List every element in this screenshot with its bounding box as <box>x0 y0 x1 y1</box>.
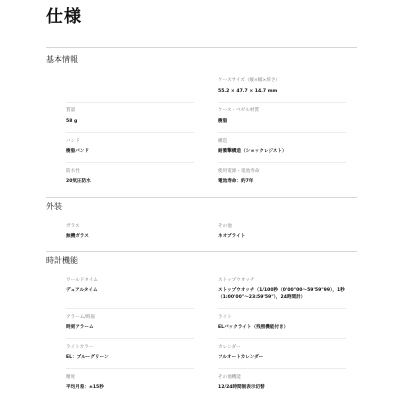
row-divider <box>66 102 194 103</box>
row-divider <box>66 338 194 339</box>
section-divider <box>46 251 357 252</box>
row-divider <box>218 132 346 133</box>
structure-label: 構造 <box>218 139 228 144</box>
case-material-label: ケース・ベゼル材質 <box>218 108 260 113</box>
glass-value: 無機ガラス <box>66 234 89 239</box>
stopwatch-label: ストップウオッチ <box>218 278 255 283</box>
row-divider <box>218 308 346 309</box>
stopwatch-value-line1: ストップウオッチ（1/100秒（0'00"00〜59'59"99），1秒 <box>218 288 345 293</box>
other-value: ネオブライト <box>218 234 246 239</box>
weight-label: 質量 <box>66 108 76 113</box>
water-resistance-label: 防水性 <box>66 169 80 174</box>
case-size-label: ケースサイズ（縦×幅×厚さ） <box>218 78 281 83</box>
row-divider <box>66 132 194 133</box>
weight-value: 58 g <box>66 119 78 124</box>
section-title-clock: 時計機能 <box>46 256 78 265</box>
accuracy-label: 精度 <box>66 375 76 380</box>
section-divider <box>46 47 357 48</box>
band-label: バンド <box>66 139 80 144</box>
section-title-basic: 基本情報 <box>46 55 78 64</box>
row-divider <box>218 162 346 163</box>
band-value: 樹脂バンド <box>66 149 89 154</box>
row-divider <box>66 162 194 163</box>
light-color-value: EL：ブルーグリーン <box>66 355 109 360</box>
battery-value: 電池寿命：約7年 <box>218 179 254 184</box>
world-time-label: ワールドタイム <box>66 278 98 283</box>
case-size-value: 55.2 × 47.7 × 14.7 mm <box>218 89 278 94</box>
row-divider <box>218 338 346 339</box>
world-time-value: デュアルタイム <box>66 288 98 293</box>
calendar-label: カレンダー <box>218 345 241 350</box>
battery-label: 使用電源・電池寿命 <box>218 169 260 174</box>
section-divider <box>46 197 357 198</box>
other-label: その他 <box>218 224 232 229</box>
glass-label: ガラス <box>66 224 80 229</box>
case-material-value: 樹脂 <box>218 119 228 124</box>
alarm-label: アラーム/時報 <box>66 315 96 320</box>
other-functions-value: 12/24時間制表示切替 <box>218 385 265 390</box>
water-resistance-value: 20気圧防水 <box>66 179 91 184</box>
light-label: ライト <box>218 315 232 320</box>
calendar-value: フルオートカレンダー <box>218 355 264 360</box>
row-divider <box>66 368 194 369</box>
light-color-label: ライトカラー <box>66 345 94 350</box>
page-title: 仕様 <box>46 7 82 27</box>
row-divider <box>218 368 346 369</box>
accuracy-value: 平均月差：±15秒 <box>66 385 104 390</box>
light-value: ELバックライト（残照機能付き） <box>218 325 289 330</box>
stopwatch-value-line2: （1:00'00"〜23:59'59"），24時間計） <box>218 295 306 300</box>
structure-value: 耐衝撃構造（ショックレジスト） <box>218 149 287 154</box>
row-divider <box>218 102 346 103</box>
alarm-value: 時刻アラーム <box>66 325 94 330</box>
row-divider <box>66 308 194 309</box>
section-title-exterior: 外装 <box>46 202 62 211</box>
other-functions-label: その他機能 <box>218 375 241 380</box>
